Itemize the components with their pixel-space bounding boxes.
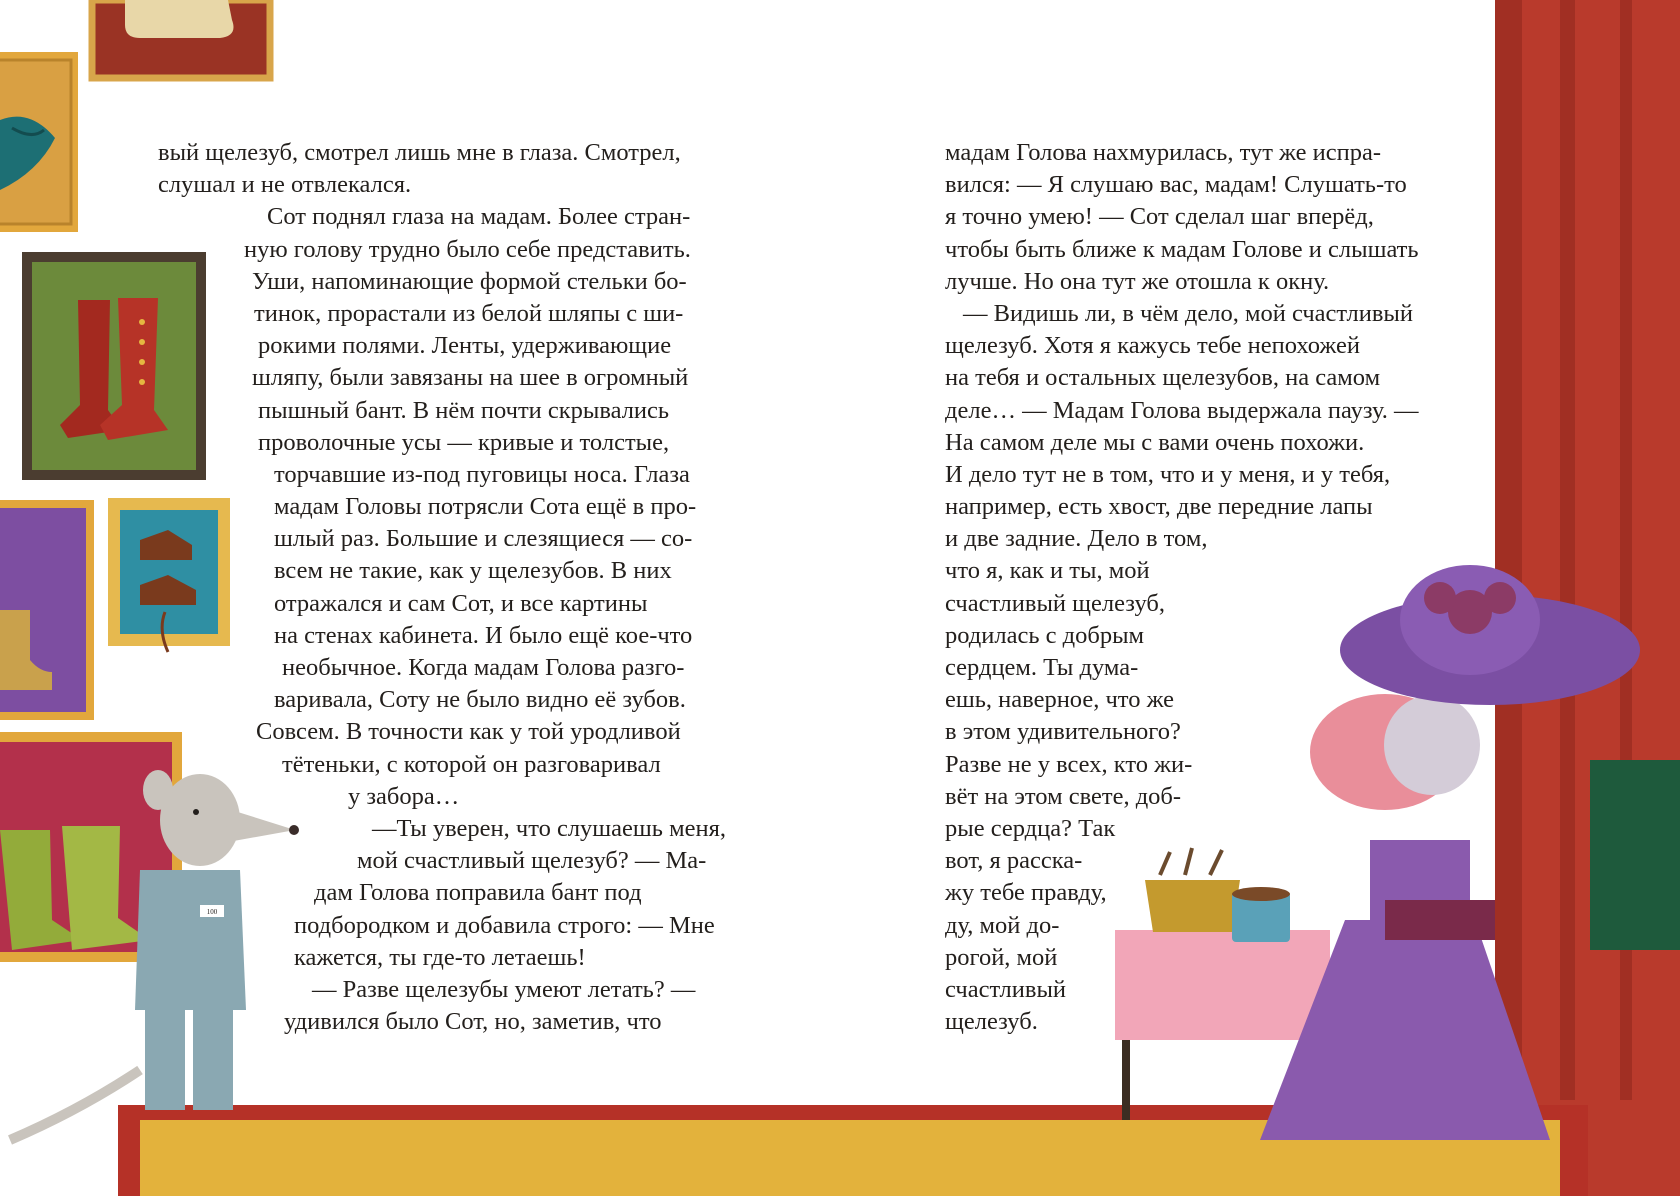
left-line-9: пышный бант. В нём почти скрывались <box>258 396 670 424</box>
right-line-17: сердцем. Ты дума- <box>945 654 1139 681</box>
left-page-text <box>0 137 740 1038</box>
right-line-10: На самом деле мы с вами очень похожи. <box>945 428 1365 456</box>
right-line-1: мадам Голова нахмурилась, тут же испра- <box>945 139 1382 166</box>
left-line-17: необычное. Когда мадам Голова разго- <box>282 654 685 681</box>
right-line-4: чтобы быть ближе к мадам Голове и слышать <box>945 235 1419 263</box>
right-line-27: счастливый <box>945 975 1067 1003</box>
left-line-27: — Разве щелезубы умеют летать? — <box>312 975 696 1003</box>
left-line-24: дам Голова поправила бант под <box>314 879 642 907</box>
right-line-6: — Видишь ли, в чём дело, мой счастливый <box>963 299 1414 327</box>
left-line-2: слушал и не отвлекался. <box>158 171 412 199</box>
left-line-11: торчавшие из-под пуговицы носа. Глаза <box>274 460 690 488</box>
left-line-10: проволочные усы — кривые и толстые, <box>258 428 670 456</box>
right-line-9: деле… — Мадам Голова выдержала паузу. — <box>945 396 1419 424</box>
left-line-19: Совсем. В точности как у той уродливой <box>256 718 681 746</box>
right-line-14: что я, как и ты, мой <box>945 557 1150 585</box>
left-line-4: ную голову трудно было себе представить. <box>244 235 691 263</box>
right-line-22: рые сердца? Так <box>945 814 1116 842</box>
left-line-1: вый щелезуб, смотрел лишь мне в глаза. Смотрел, <box>158 139 681 166</box>
right-line-7: щелезуб. Хотя я кажусь тебе непохожей <box>945 332 1360 360</box>
right-line-24: жу тебе правду, <box>945 879 1107 907</box>
right-line-3: я точно умею! — Сот сделал шаг вперёд, <box>945 203 1374 231</box>
left-line-3: Сот поднял глаза на мадам. Более стран- <box>267 203 691 231</box>
left-line-18: варивала, Соту не было видно её зубов. <box>274 686 686 714</box>
left-line-21: у забора… <box>348 782 460 810</box>
right-line-2: вился: — Я слушаю вас, мадам! Слушать-то <box>945 171 1407 199</box>
right-line-5: лучше. Но она тут же отошла к окну. <box>945 267 1330 295</box>
right-line-26: рогой, мой <box>945 943 1058 971</box>
right-line-11: И дело тут не в том, что и у меня, и у тебя, <box>945 460 1391 488</box>
left-line-15: отражался и сам Сот, и все картины <box>274 589 648 617</box>
right-line-19: в этом удивительного? <box>945 718 1181 746</box>
left-line-8: шляпу, были завязаны на шее в огромный <box>252 364 689 392</box>
right-line-8: на тебя и остальных щелезубов, на самом <box>945 364 1381 392</box>
left-line-22: —Ты уверен, что слушаешь меня, <box>372 814 726 842</box>
left-line-23: мой счастливый щелезуб? — Ма- <box>357 847 707 875</box>
right-line-28: щелезуб. <box>945 1008 1038 1036</box>
right-line-25: ду, мой до- <box>945 911 1060 939</box>
right-line-20: Разве не у всех, кто жи- <box>945 750 1193 778</box>
left-line-16: на стенах кабинета. И было ещё кое-что <box>274 621 693 649</box>
left-line-26: кажется, ты где-то летаешь! <box>294 943 586 971</box>
right-page-text <box>945 137 1465 1038</box>
left-line-13: шлый раз. Большие и слезящиеся — со- <box>274 525 693 553</box>
left-line-20: тётеньки, с которой он разговаривал <box>282 750 661 778</box>
left-line-12: мадам Головы потрясли Сота ещё в про- <box>274 493 697 521</box>
right-line-23: вот, я расска- <box>945 847 1083 875</box>
top-frame-boot-painting <box>92 0 270 78</box>
right-line-12: например, есть хвост, две передние лапы <box>945 493 1373 521</box>
rat-badge: 100 <box>206 908 218 916</box>
right-line-16: родилась с добрым <box>945 621 1145 649</box>
right-line-15: счастливый щелезуб, <box>945 589 1165 617</box>
right-line-13: и две задние. Дело в том, <box>945 525 1208 553</box>
left-line-6: тинок, прорастали из белой шляпы с ши- <box>254 299 684 327</box>
left-line-5: Уши, напоминающие формой стельки бо- <box>252 267 687 295</box>
left-line-14: всем не такие, как у щелезубов. В них <box>274 557 672 585</box>
right-line-21: вёт на этом свете, доб- <box>945 782 1182 810</box>
left-line-28: удивился было Сот, но, заметив, что <box>284 1008 662 1036</box>
left-line-25: подбородком и добавила строго: — Мне <box>294 911 715 939</box>
right-line-18: ешь, наверное, что же <box>945 686 1175 714</box>
left-line-7: рокими полями. Ленты, удерживающие <box>258 332 672 360</box>
